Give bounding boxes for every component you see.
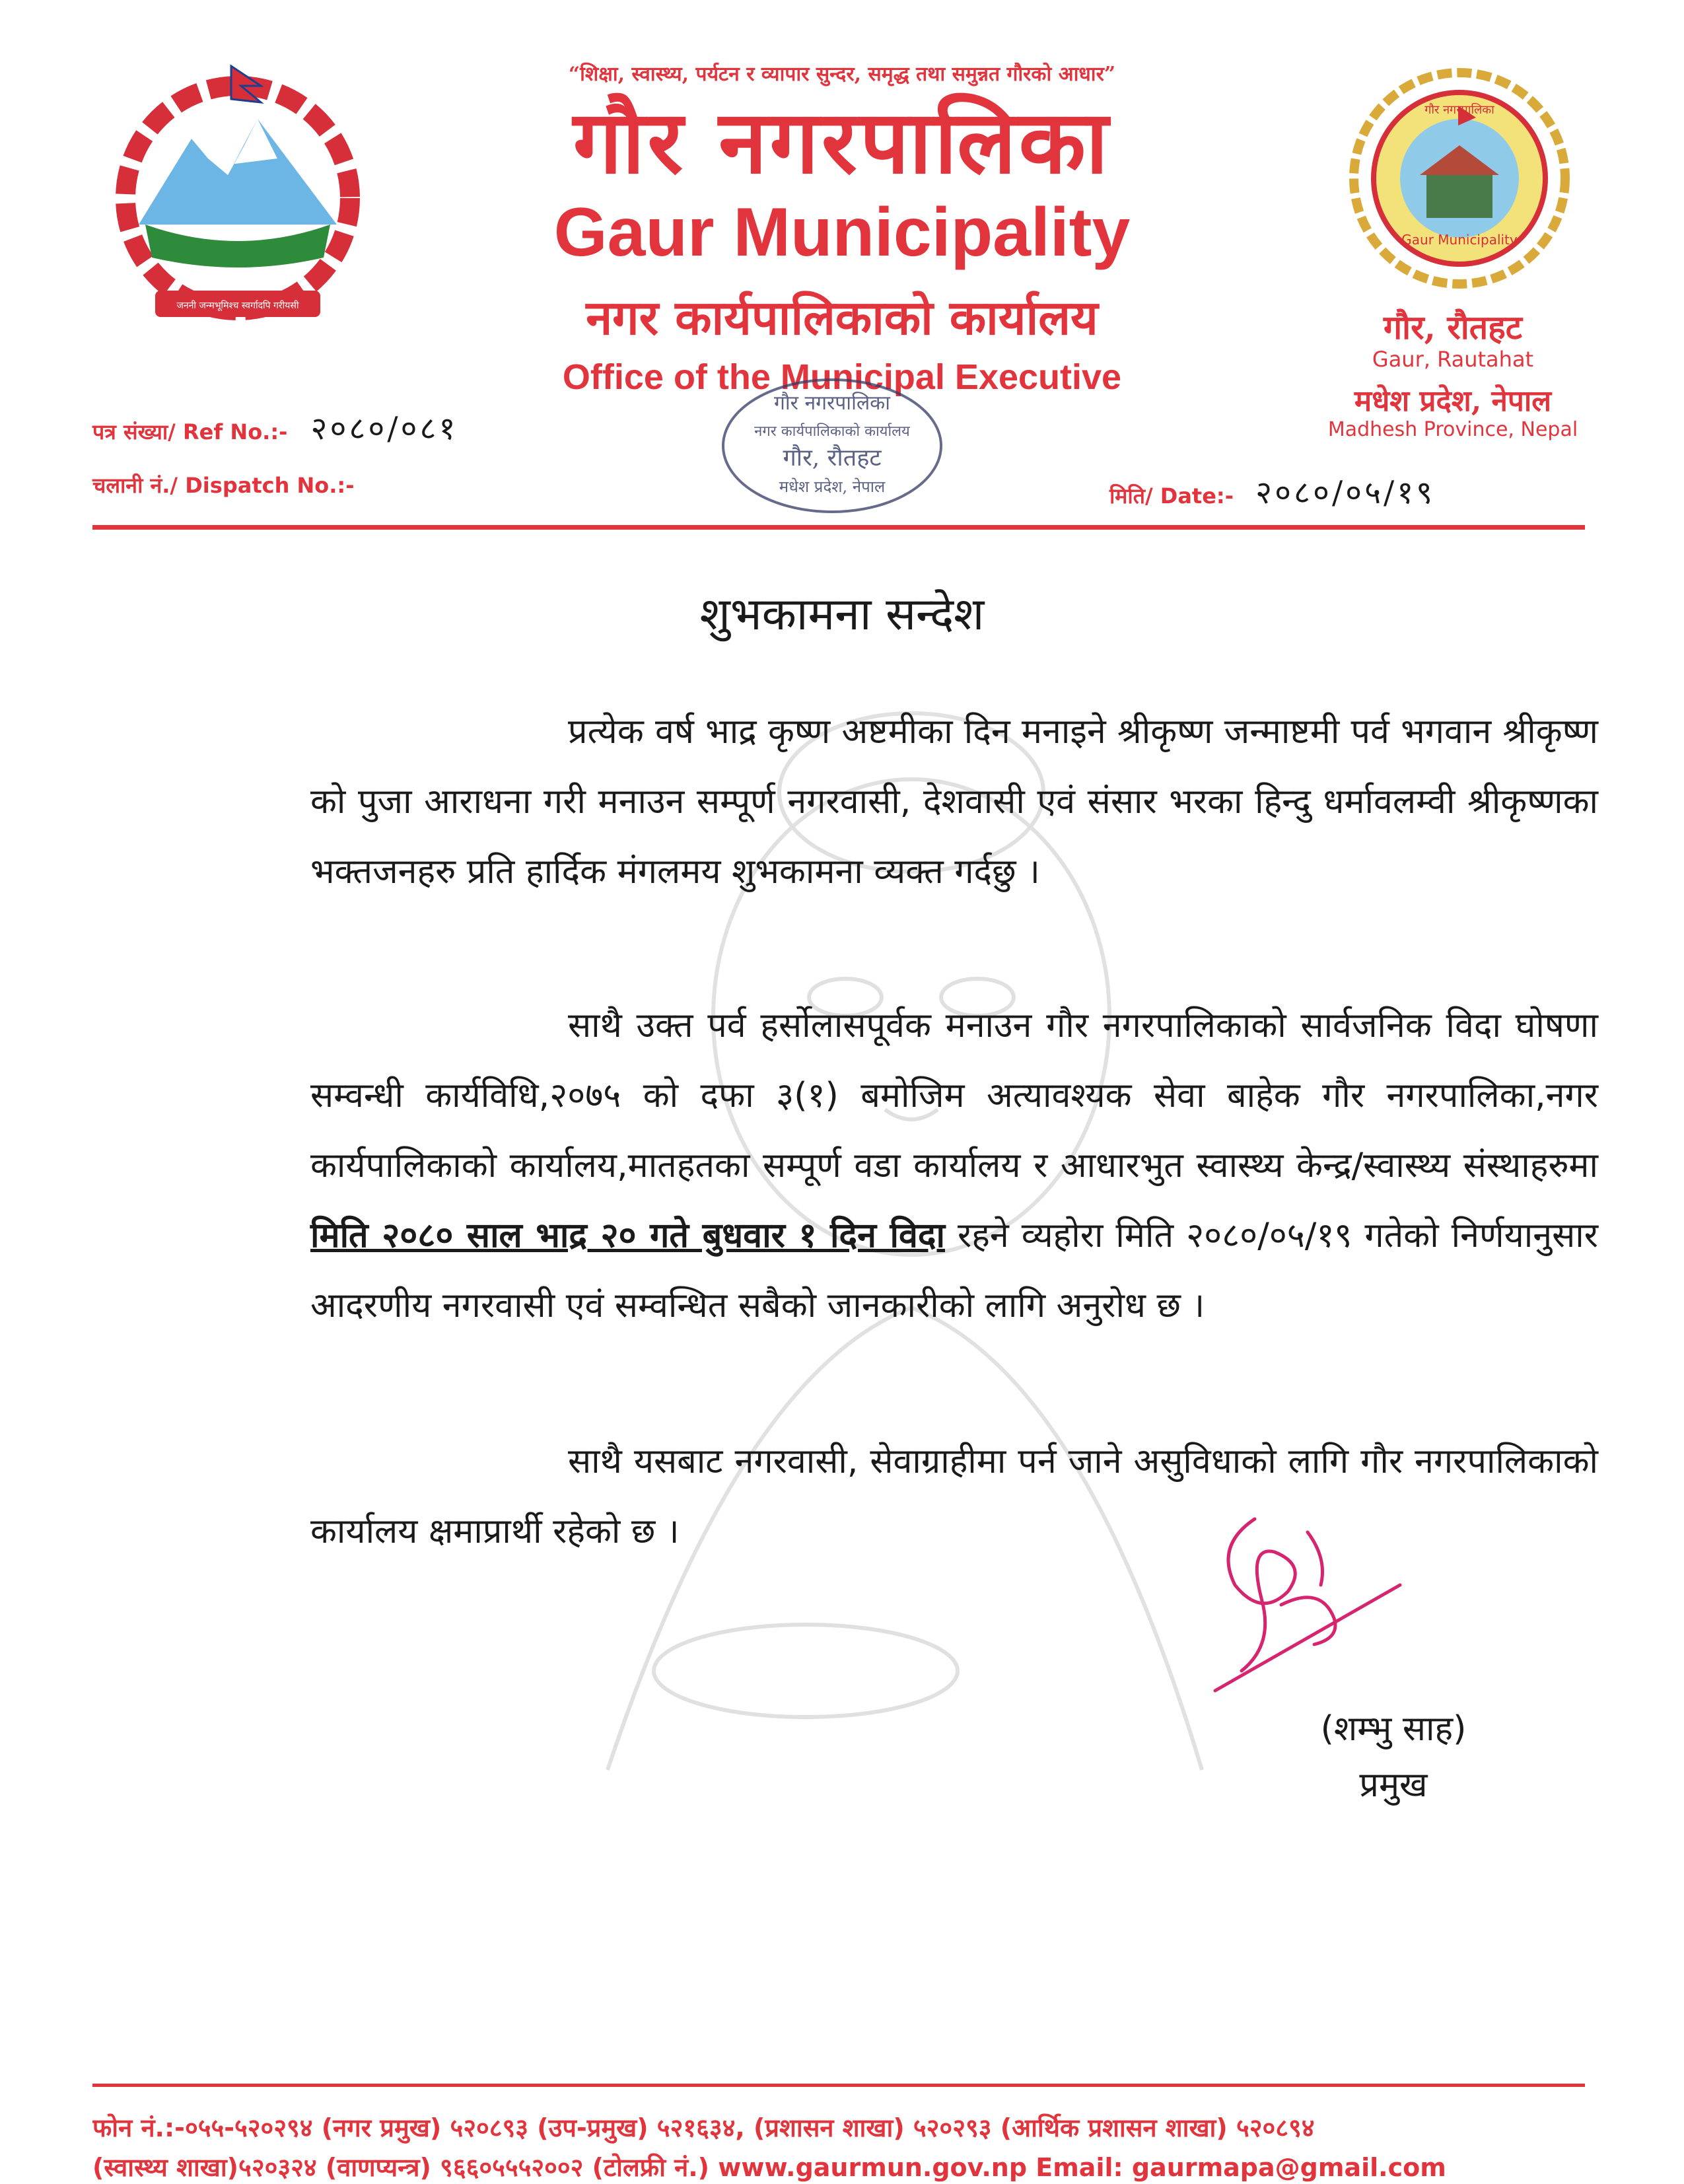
svg-text:जननी जन्मभूमिश्च स्वर्गादपि गर: जननी जन्मभूमिश्च स्वर्गादपि गरीयसी [176,300,299,311]
stamp-line-1: गौर नगरपालिका [773,392,891,415]
reference-row [92,406,458,449]
holiday-date-highlight: मिति २०८० साल भाद्र २० गते बुधवार १ दिन विदा [310,1216,945,1255]
date-value: २०८०/०५/१९ [1255,474,1436,511]
gaur-municipality-logo [1347,66,1572,291]
notice-heading: शुभकामना सन्देश [699,588,985,641]
paragraph-apology-text: साथै यसबाट नगरवासी, सेवाग्राहीमा पर्न जाने असुविधाको लागि गौर नगरपालिकाको कार्यालय क्षमाप्रार्थी रहेको छ । [310,1442,1598,1551]
official-stamp [713,370,951,522]
footer-contact-line-1: फोन नं.:-०५५-५२०२९४ (नगर प्रमुख) ५२०८९३ (उप-प्रमुख) ५२१६३४, (प्रशासन शाखा) ५२०२९३ (आर्थिक प्रशासन शाखा) ५२०८९४ [92,2113,1315,2142]
stamp-line-4: मधेश प्रदेश, नेपाल [779,477,886,496]
office-title-english: Office of the Municipal Executive [562,357,1122,397]
dispatch-row [92,471,355,499]
province-nepali: मधेश प्रदेश, नेपाल [1354,384,1552,418]
ref-label: पत्र संख्या/ Ref No.:- [92,419,288,444]
office-title-nepali: नगर कार्यपालिकाको कार्यालय [586,289,1098,345]
dispatch-label: चलानी नं./ Dispatch No.:- [92,473,355,498]
header-divider [92,525,1585,530]
stamp-line-3: गौर, रौतहट [783,444,882,472]
footer-contact-line-2: (स्वास्थ्य शाखा)५२०३२४ (वाणप्यन्त्र) ९६६०५५५२००२ (टोलफ्री नं.) www.gaurmun.gov.np Email: gaurmapa@gmail.com [92,2153,1446,2182]
ref-value: २०८०/०८१ [310,410,458,447]
signatory-name: (शम्भु साह) [1320,1709,1467,1749]
paragraph-holiday-text-b: रहने व्यहोरा मिति २०८०/०५/१९ गतेको निर्णयानुसार आदरणीय नगरवासी एवं सम्वन्धित सबैको जानकारीको लागि अनुरोध छ । [310,1216,1598,1325]
paragraph-holiday [310,991,1598,1341]
location-english: Gaur, Rautahat [1372,347,1534,372]
footer-divider [92,2084,1585,2087]
svg-text:गौर नगरपालिका: गौर नगरपालिका [1424,103,1494,117]
paragraph-greeting-text: प्रत्येक वर्ष भाद्र कृष्ण अष्टमीका दिन मनाइने श्रीकृष्ण जन्माष्टमी पर्व भगवान श्रीकृष्ण को पुजा आराधना गरी मनाउन सम्पूर्ण नगरवासी, देशवासी एवं संसार भरका हिन्दु धर्मावलम्वी श्रीकृष्णका भक्तजनहरु प्रति हार्दिक मंगलमय शुभकामना व्यक्त गर्दछु । [310,712,1598,892]
paragraph-greeting [310,697,1598,907]
handwritten-signature [1175,1493,1426,1704]
nepal-emblem-logo [92,59,383,337]
paragraph-holiday-text-a: साथै उक्त पर्व हर्सोलासपूर्वक मनाउन गौर नगरपालिकाको सार्वजनिक विदा घोषणा सम्वन्धी कार्यविधि,२०७५ को दफा ३(१) बमोजिम अत्यावश्यक सेवा बाहेक गौर नगरपालिका,नगर कार्यपालिकाको कार्यालय,मातहतका सम्पूर्ण वडा कार्यालय र आधारभुत स्वास्थ्य केन्द्र/स्वास्थ्य संस्थाहरुमा [310,1006,1598,1185]
svg-text:Gaur Municipality: Gaur Municipality [1401,232,1518,248]
municipality-title-english: Gaur Municipality [553,194,1131,271]
municipality-title-nepali: गौर नगरपालिका [573,91,1111,194]
province-english: Madhesh Province, Nepal [1327,418,1578,441]
location-nepali: गौर, रौतहट [1383,308,1522,347]
municipality-tagline: “शिक्षा, स्वास्थ्य, पर्यटन र व्यापार सुन्दर, समृद्ध तथा समुन्नत गौरको आधार” [568,63,1116,86]
signatory-title: प्रमुख [1359,1765,1428,1805]
stamp-line-2: नगर कार्यपालिकाको कार्यालय [754,423,910,440]
date-row [1109,470,1435,513]
date-label: मिति/ Date:- [1109,483,1234,509]
